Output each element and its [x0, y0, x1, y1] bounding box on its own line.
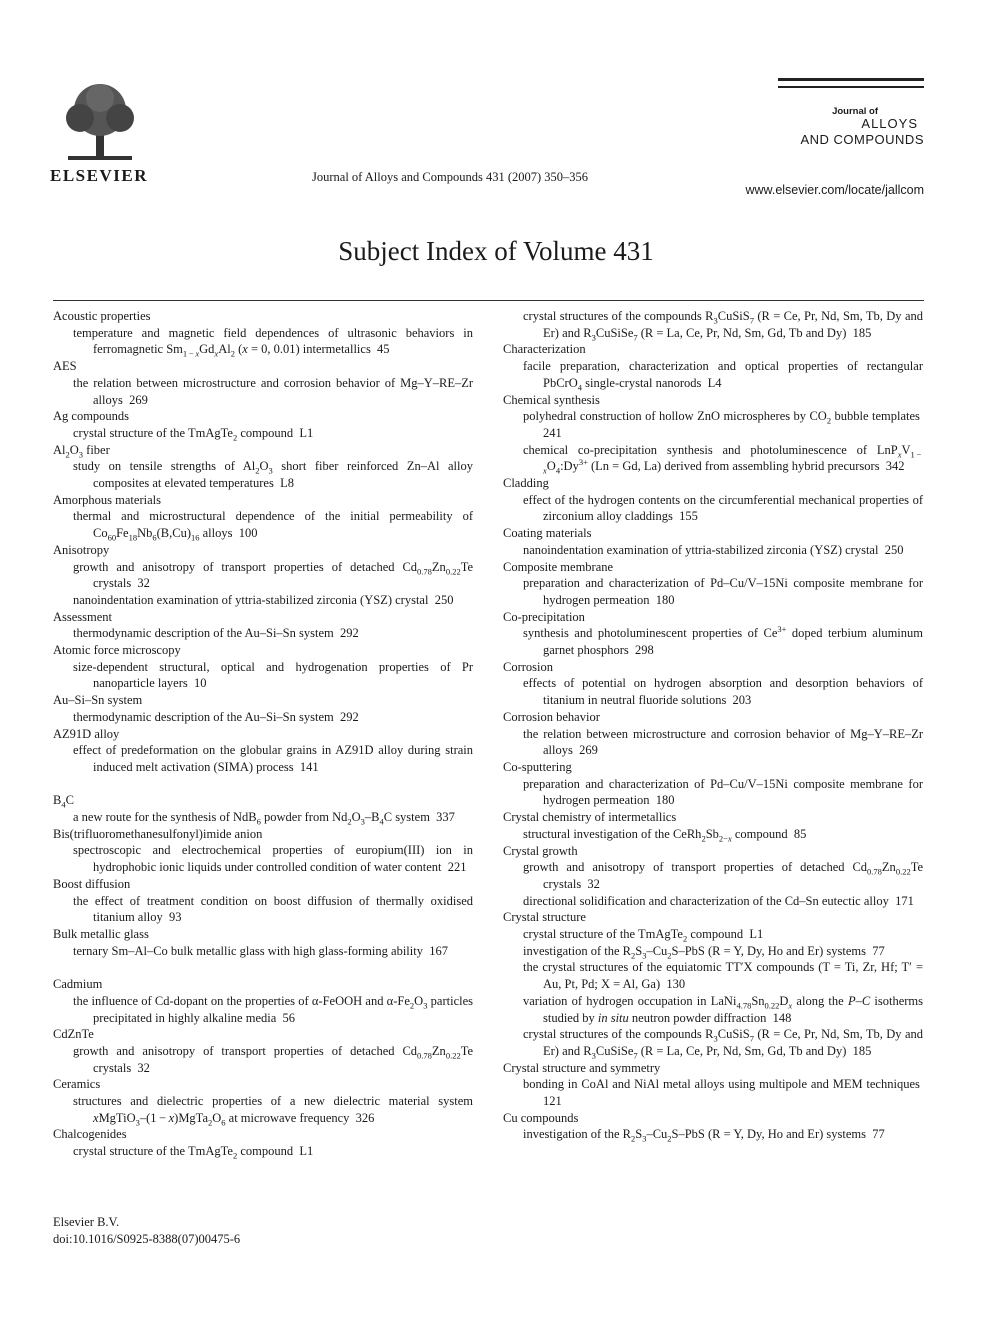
index-entry: thermodynamic description of the Au–Si–Sn system 292 [73, 709, 359, 724]
journal-masthead [778, 78, 924, 198]
index-term: Bulk metallic glass [53, 927, 149, 941]
index-entry: crystal structure of the TmAgTe$_2$ compound L1 [73, 425, 314, 443]
index-entry: crystal structure of the TmAgTe$_2$ compound L1 [523, 927, 764, 944]
index-term: Coating materials [503, 526, 592, 541]
index-term: Bis(trifluoromethanesulfonyl)imide anion [53, 826, 263, 841]
index-entry: the relation between microstructure and corrosion behavior of Mg–Y–RE–Zr alloys 269 [523, 726, 923, 758]
journal-name-line3: AND COMPOUNDS [800, 132, 924, 147]
index-entry: a new route for the synthesis of NdB$_6$ powder from $Nd_2O_3-B_4C$ system 337 [73, 810, 455, 827]
index-term: Acoustic properties [53, 309, 151, 323]
index-entry: facile preparation, characterization and optical properties of rectangular PbCrO$_4$ single-crystal nanorods L4 [523, 359, 923, 393]
index-column-left [53, 308, 473, 1160]
page-footer [53, 1214, 240, 1248]
index-term: Corrosion behavior [503, 709, 600, 724]
index-entry: study on tensile strengths of $Al_2O_3$ short fiber reinforced Zn–Al alloy composites at elevated temperatures L8 [73, 459, 473, 491]
index-entry: nanoindentation examination of yttria-stabilized zirconia (YSZ) crystal 250 [73, 592, 454, 607]
index-term: Co-precipitation [503, 609, 585, 624]
index-term: Assessment [53, 609, 113, 624]
index-term: Crystal structure and symmetry [503, 1060, 661, 1075]
index-term: Ag compounds [53, 409, 130, 424]
journal-name-line1: Journal of [832, 106, 878, 117]
index-entry: structural investigation of the $CeRh_2Sb_{2-x}$ compound 85 [523, 826, 807, 844]
index-term: Cadmium [53, 977, 103, 992]
index-entry: crystal structures of the compounds $R_3CuSiS_7$ (R = Ce, Pr, Nd, Sm, Tb, Dy and Er) and $R_3CuSiSe_7$ (R = La, Ce, Pr, Nd, Sm, Gd, Tb and Dy) 185 [523, 309, 923, 343]
elsevier-logo [50, 82, 150, 184]
index-entry: temperature and magnetic field dependences of ultrasonic behaviors in ferromagnetic $Sm_{1 - x}Gd_xAl_2$ (x = 0, 0.01) intermetallics 45 [73, 325, 473, 359]
index-entry: investigation of the $R_2S_3-Cu_2S$–PbS (R = Y, Dy, Ho and Er) systems 77 [523, 1127, 885, 1144]
index-term: Chalcogenides [53, 1127, 127, 1142]
index-entry: synthesis and photoluminescent properties of $Ce^{3+}$ doped terbium aluminum garnet phosphors 298 [523, 624, 923, 658]
index-term: Au–Si–Sn system [53, 693, 143, 708]
index-entry: size-dependent structural, optical and hydrogenation properties of Pr nanoparticle layers 10 [73, 659, 473, 691]
journal-url[interactable]: www.elsevier.com/locate/jallcom [745, 183, 924, 197]
index-entry: the crystal structures of the equiatomic TT′X compounds (T = Ti, Zr, Hf; T′ = Au, Pt, Pd; X = Al, Ga) 130 [523, 960, 923, 992]
index-term: Chemical synthesis [503, 392, 600, 407]
index-term: $Al_2O_3$ fiber [53, 442, 110, 460]
index-entry: crystal structures of the compounds $R_3CuSiS_7$ (R = Ce, Pr, Nd, Sm, Tb, Dy and Er) and $R_3CuSiSe_7$ (R = La, Ce, Pr, Nd, Sm, Gd, Tb and Dy) 185 [523, 1027, 923, 1061]
masthead-rule [778, 86, 924, 88]
index-entry: directional solidification and characterization of the Cd–Sn eutectic alloy 171 [523, 893, 914, 908]
index-term: CdZnTe [53, 1027, 94, 1042]
publisher-name: ELSEVIER [50, 166, 148, 185]
index-entry: chemical co-precipitation synthesis and photoluminescence of $LnP_xV_{1 - x}O_4:Dy^{3+}$ (Ln = Gd, La) derived from assembling hybrid precursors 342 [523, 442, 923, 476]
index-entry: growth and anisotropy of transport properties of detached $Cd_{0.78}Zn_{0.22}Te$ crystals 32 [73, 1043, 473, 1075]
index-term: Co-sputtering [503, 759, 572, 774]
index-term: Corrosion [503, 659, 553, 674]
journal-citation: Journal of Alloys and Compounds 431 (2007) 350–356 [312, 170, 589, 184]
index-entry: growth and anisotropy of transport properties of detached $Cd_{0.78}Zn_{0.22}Te$ crystals 32 [523, 860, 923, 891]
index-entry: structures and dielectric properties of a new dielectric material system xMgTiO$_3$–(1 − $x)MgTa_2O_6$ at microwave frequency 326 [73, 1094, 473, 1128]
index-term: Amorphous materials [53, 492, 161, 507]
index-entry: bonding in CoAl and NiAl metal alloys using multipole and MEM techniques 121 [523, 1077, 923, 1109]
index-entry: crystal structure of the TmAgTe$_2$ compound L1 [73, 1144, 314, 1161]
index-term: Ceramics [53, 1077, 101, 1092]
index-column-right [503, 308, 923, 1143]
section-gap [53, 959, 473, 976]
index-term: Anisotropy [53, 542, 110, 557]
index-entry: effect of predeformation on the globular grains in AZ91D alloy during strain induced melt activation (SIMA) process 141 [73, 743, 473, 774]
index-term: Composite membrane [503, 559, 614, 574]
index-term: Atomic force microscopy [53, 643, 181, 658]
index-entry: investigation of the $R_2S_3-Cu_2S$–PbS (R = Y, Dy, Ho and Er) systems 77 [523, 943, 885, 961]
index-term: AES [53, 359, 77, 374]
index-term: Cu compounds [503, 1110, 579, 1125]
index-entry: the effect of treatment condition on boost diffusion of thermally oxidised titanium alloy 93 [73, 893, 473, 925]
index-term: Boost diffusion [53, 876, 131, 891]
index-entry: variation of hydrogen occupation in $LaNi_{4.78}Sn_{0.22}D_x$ along the P–C isotherms studied by in situ neutron powder diffraction 148 [523, 993, 924, 1025]
footer-publisher: Elsevier B.V. [53, 1215, 120, 1229]
index-entry: nanoindentation examination of yttria-stabilized zirconia (YSZ) crystal 250 [523, 542, 904, 557]
section-gap [53, 776, 473, 793]
index-term: Crystal structure [503, 910, 586, 925]
index-entry: effects of potential on hydrogen absorption and desorption behaviors of titanium in neutral fluoride solutions 203 [523, 676, 923, 708]
masthead-rule [778, 78, 924, 81]
journal-name-line2: ALLOYS [861, 116, 918, 131]
index-term: Cladding [503, 476, 549, 491]
index-term: $B_4C$ [53, 793, 74, 810]
title-divider [53, 300, 924, 301]
index-term: Crystal growth [503, 843, 578, 858]
index-entry: polyhedral construction of hollow ZnO microspheres by $CO_2$ bubble templates 241 [523, 409, 924, 440]
index-term: AZ91D alloy [53, 726, 120, 741]
index-entry: thermal and microstructural dependence of the initial permeability of $Co_{60}Fe_{18}Nb_6(B,Cu)_{16}$ alloys 100 [73, 509, 473, 543]
tree-logo-icon [56, 82, 144, 162]
index-entry: the relation between microstructure and corrosion behavior of Mg–Y–RE–Zr alloys 269 [73, 375, 473, 407]
index-entry: spectroscopic and electrochemical properties of europium(III) ion in hydrophobic ionic liquids under controlled condition of water content 221 [73, 843, 473, 875]
footer-doi[interactable]: doi:10.1016/S0925-8388(07)00475-6 [53, 1232, 241, 1246]
index-entry: effect of the hydrogen contents on the circumferential mechanical properties of zirconium alloy claddings 155 [523, 492, 923, 524]
index-entry: preparation and characterization of Pd–Cu/V–15Ni composite membrane for hydrogen permeation 180 [523, 776, 923, 808]
index-term: Crystal chemistry of intermetallics [503, 810, 677, 825]
index-entry: thermodynamic description of the Au–Si–Sn system 292 [73, 626, 359, 641]
index-entry: the influence of Cd-dopant on the properties of α-FeOOH and $\alpha-Fe_2O_3$ particles precipitated in highly alkaline media 56 [73, 993, 473, 1025]
index-term: Characterization [503, 342, 586, 357]
index-entry: growth and anisotropy of transport properties of detached $Cd_{0.78}Zn_{0.22}Te$ crystals 32 [73, 559, 473, 591]
index-entry: ternary Sm–Al–Co bulk metallic glass with high glass-forming ability 167 [73, 943, 448, 958]
page-title: Subject Index of Volume 431 [338, 236, 654, 266]
index-entry: preparation and characterization of Pd–Cu/V–15Ni composite membrane for hydrogen permeation 180 [523, 576, 923, 607]
